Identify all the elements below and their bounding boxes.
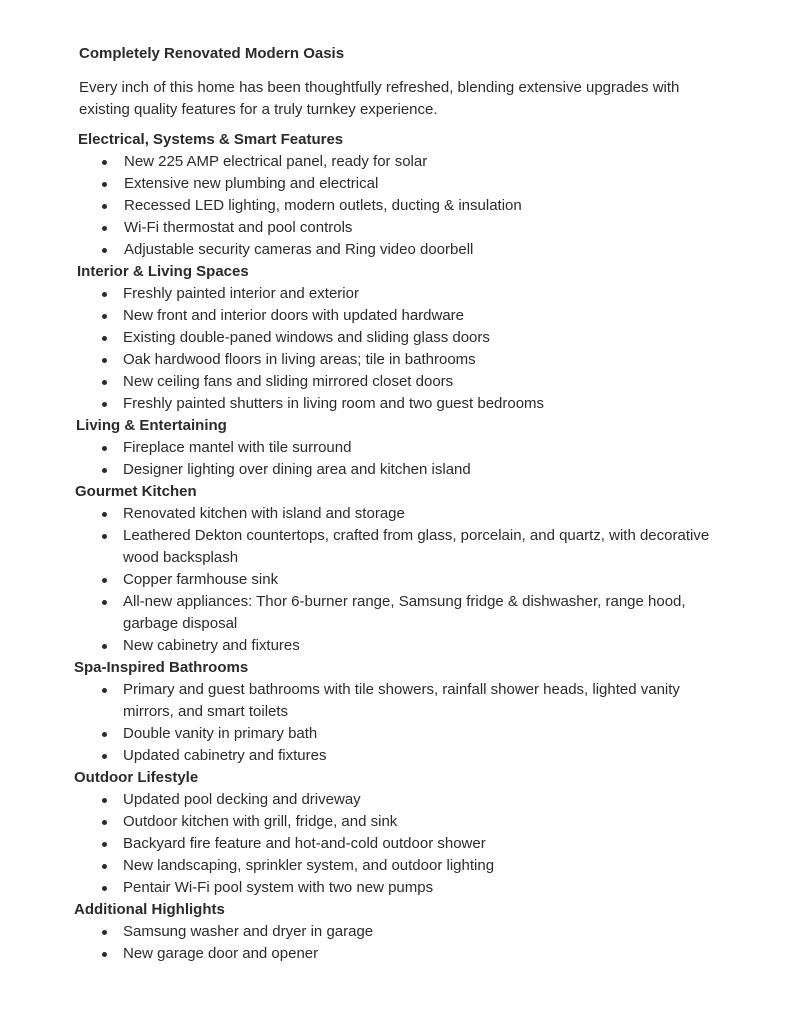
bullet-list — [74, 437, 734, 481]
list-item: Updated pool decking and driveway — [74, 789, 734, 811]
list-item: New ceiling fans and sliding mirrored closet doors — [74, 371, 734, 393]
list-item: New cabinetry and fixtures — [74, 635, 734, 657]
section-heading: Interior & Living Spaces — [77, 263, 249, 280]
bullet-list — [74, 921, 734, 965]
section-heading: Living & Entertaining — [76, 417, 227, 434]
list-item: Fireplace mantel with tile surround — [74, 437, 734, 459]
section-heading: Outdoor Lifestyle — [74, 769, 199, 786]
section — [74, 767, 734, 899]
list-item: Backyard fire feature and hot-and-cold outdoor shower — [74, 833, 734, 855]
bullet-list — [74, 503, 734, 657]
list-item: New front and interior doors with updated hardware — [74, 305, 734, 327]
section-heading: Additional Highlights — [74, 901, 225, 918]
list-item: Recessed LED lighting, modern outlets, ducting & insulation — [74, 195, 734, 217]
list-item: Designer lighting over dining area and kitchen island — [74, 459, 734, 481]
section-heading: Gourmet Kitchen — [75, 483, 197, 500]
section — [74, 899, 734, 965]
list-item: New landscaping, sprinkler system, and outdoor lighting — [74, 855, 734, 877]
list-item: Extensive new plumbing and electrical — [74, 173, 734, 195]
list-item: Freshly painted interior and exterior — [74, 283, 734, 305]
bullet-list — [74, 679, 734, 767]
section-heading: Spa-Inspired Bathrooms — [74, 659, 249, 676]
list-item: Leathered Dekton countertops, crafted from glass, porcelain, and quartz, with decorative wood backsplash — [74, 525, 734, 569]
section-heading: Electrical, Systems & Smart Features — [78, 131, 344, 148]
section — [74, 261, 734, 415]
feature-sections — [74, 129, 734, 965]
list-item: Updated cabinetry and fixtures — [74, 745, 734, 767]
bullet-list — [74, 789, 734, 899]
list-item: Samsung washer and dryer in garage — [74, 921, 734, 943]
list-item: Existing double-paned windows and sliding glass doors — [74, 327, 734, 349]
section — [74, 415, 734, 481]
list-item: Renovated kitchen with island and storage — [74, 503, 734, 525]
list-item: Oak hardwood floors in living areas; tile in bathrooms — [74, 349, 734, 371]
list-item: New garage door and opener — [74, 943, 734, 965]
bullet-list — [74, 151, 734, 261]
list-item: Double vanity in primary bath — [74, 723, 734, 745]
section — [74, 657, 734, 767]
bullet-list — [74, 283, 734, 415]
list-item: Freshly painted shutters in living room and two guest bedrooms — [74, 393, 734, 415]
section — [74, 129, 734, 261]
list-item: Copper farmhouse sink — [74, 569, 734, 591]
list-item: Outdoor kitchen with grill, fridge, and sink — [74, 811, 734, 833]
document-title: Completely Renovated Modern Oasis — [79, 45, 345, 62]
section — [74, 481, 734, 657]
list-item: Primary and guest bathrooms with tile showers, rainfall shower heads, lighted vanity mirrors, and smart toilets — [74, 679, 734, 723]
intro-paragraph: Every inch of this home has been thoughtfully refreshed, blending extensive upgrades with existing quality features for a truly turnkey experience. — [79, 79, 680, 118]
list-item: Wi-Fi thermostat and pool controls — [74, 217, 734, 239]
list-item: New 225 AMP electrical panel, ready for solar — [74, 151, 734, 173]
list-item: Pentair Wi-Fi pool system with two new pumps — [74, 877, 734, 899]
list-item: Adjustable security cameras and Ring video doorbell — [74, 239, 734, 261]
list-item: All-new appliances: Thor 6-burner range, Samsung fridge & dishwasher, range hood, garbage disposal — [74, 591, 734, 635]
